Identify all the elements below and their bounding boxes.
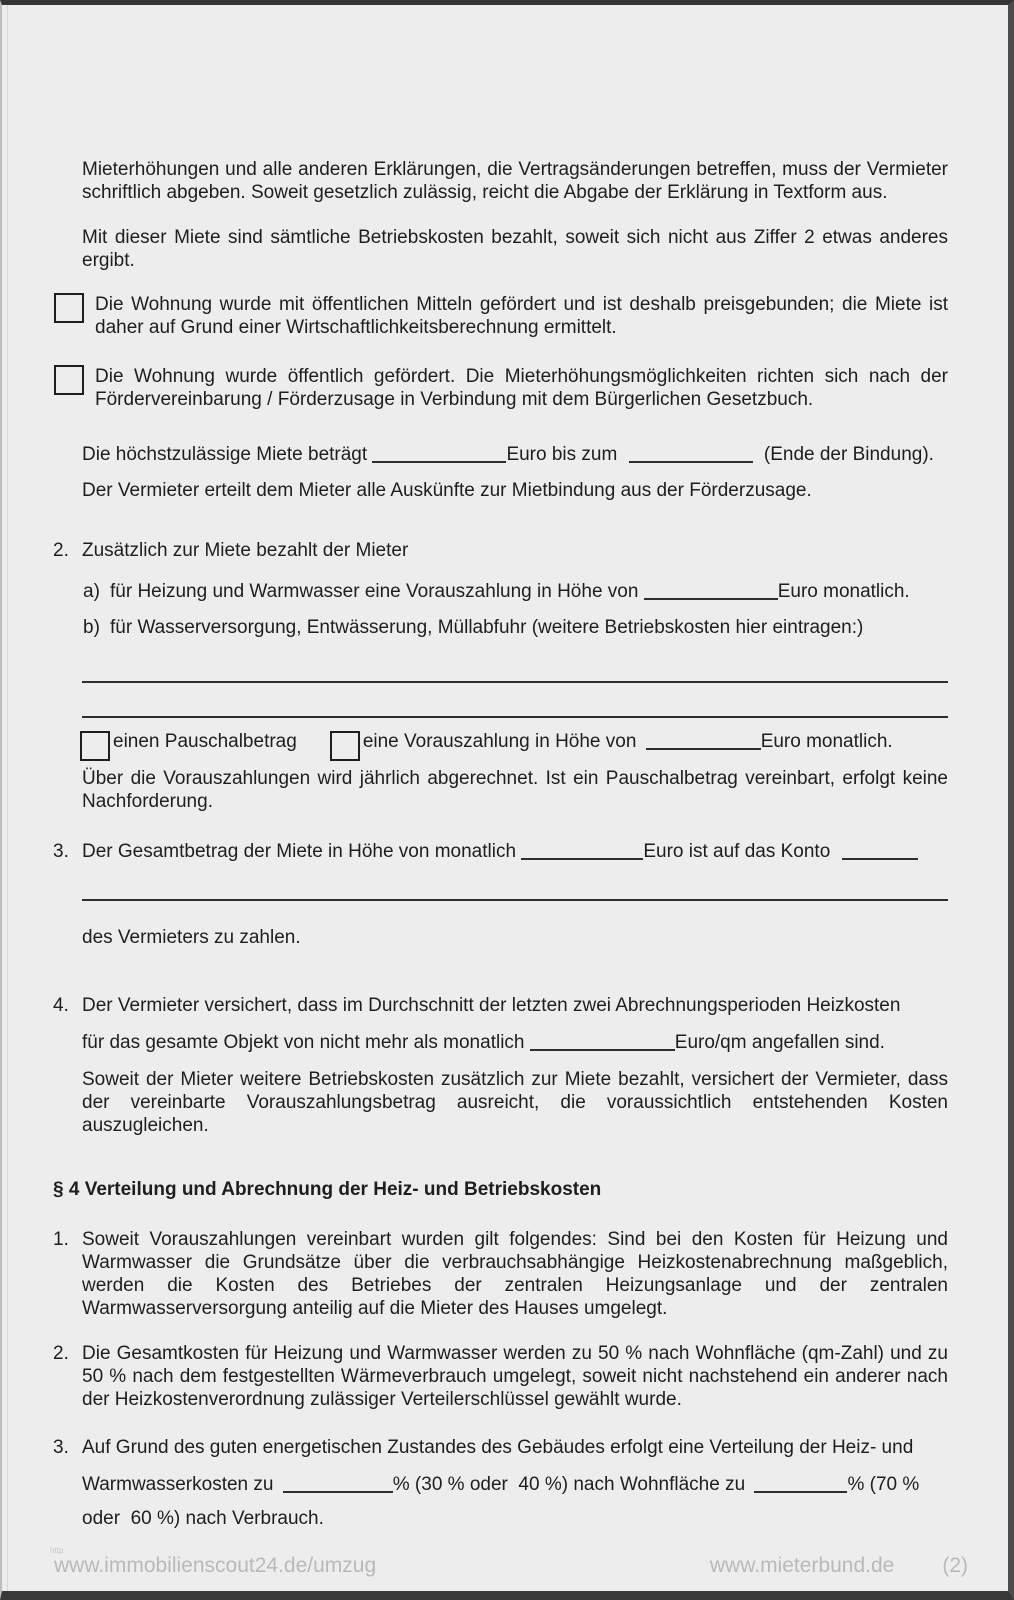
funding-option-1 [54,293,948,339]
section-4-item-1 [53,1228,948,1320]
vorauszahlung-text-before: eine Vorauszahlung in Höhe von [362,731,637,752]
vorauszahlung-checkbox[interactable] [330,731,360,761]
section-4-heading: § 4 Verteilung und Abrechnung der Heiz- und Betriebskosten [53,1179,602,1200]
item-2b-label: b) [83,617,100,638]
item-4-note: Soweit der Mieter weitere Betriebskosten zusätzlich zur Miete bezahlt, versichert der Vermieter, dass der vereinbarte Vorauszahlungsbetrag ausreicht, die voraussichtlich entstehenden Kosten auszugleichen. [82,1069,948,1136]
max-rent-text-after: (Ende der Bindung). [763,444,934,465]
item-4-text-before: für das gesamte Objekt von nicht mehr als monatlich [82,1032,525,1053]
heating-prepayment-amount-field[interactable] [644,580,778,600]
item-4-line1: Der Vermieter versichert, dass im Durchschnitt der letzten zwei Abrechnungsperioden Heizkosten [82,995,901,1016]
max-rent-line [82,443,948,466]
item-2a [82,580,948,603]
total-rent-amount-field[interactable] [521,840,643,860]
item-2b [82,616,948,639]
other-costs-write-in-line-1[interactable] [82,681,948,683]
pauschalbetrag-label: einen Pauschalbetrag [113,731,297,752]
item-2 [53,539,948,562]
footer-right-url: www.mieterbund.de [709,1554,895,1577]
tiny-corner-mark: http [50,1546,64,1555]
item-3-closing: des Vermieters zu zahlen. [82,927,301,948]
other-costs-write-in-line-2[interactable] [82,716,948,718]
section-4-item-2-number: 2. [53,1343,69,1364]
item-2b-text: für Wasserversorgung, Entwässerung, Müllabfuhr (weitere Betriebskosten hier eintragen:) [110,617,864,638]
max-rent-text-mid: Euro bis zum [506,444,618,465]
item-2a-text-before: für Heizung und Warmwasser eine Vorauszahlung in Höhe von [110,581,639,602]
funding-option-1-label: Die Wohnung wurde mit öffentlichen Mitteln gefördert und ist deshalb preisgebunden; die Miete ist daher auf Grund einer Wirtschaftlichkeitsberechnung ermittelt. [95,294,948,338]
section-4-item-3-line1: Auf Grund des guten energetischen Zustandes des Gebäudes erfolgt eine Verteilung der Heiz- und [82,1437,914,1458]
item-2a-line [110,580,948,603]
footer-right-group [710,1554,968,1577]
pauschalbetrag-checkbox[interactable] [80,731,110,761]
section-4-item-2-text: Die Gesamtkosten für Heizung und Warmwasser werden zu 50 % nach Wohnfläche (qm-Zahl) und zu 50 % nach dem festgestellten Wärmeverbrauch umgelegt, soweit nicht nachstehend ein anderer nach der Heizkostenverordnung zulässiger Verteilerschlüssel gewählt wurde. [82,1343,948,1410]
item-3-text-before: Der Gesamtbetrag der Miete in Höhe von monatlich [82,841,517,862]
section-4-item-2 [53,1342,948,1411]
item-3-line [82,840,948,863]
vorauszahlung-amount-field[interactable] [646,730,761,750]
section-4-item-3-line2 [82,1473,948,1496]
footer-page-number: (2) [942,1554,968,1577]
heat-cost-split-text-mid: % (30 % oder 40 %) nach Wohnfläche zu [392,1474,746,1495]
section-4-item-3 [53,1436,948,1459]
item-2a-label: a) [83,581,100,602]
item-4-number: 4. [53,995,69,1016]
intro-paragraph-1: Mieterhöhungen und alle anderen Erklärungen, die Vertragsänderungen betreffen, muss der Vermieter schriftlich abgeben. Soweit gesetzlich zulässig, reicht die Abgabe der Erklärung in Textform aus. [82,159,948,203]
heat-cost-split-text-after: % (70 % [847,1474,920,1495]
footer-left-url: www.immobilienscout24.de/umzug [54,1554,377,1577]
item-3-number: 3. [53,841,69,862]
section-4-item-3-number: 3. [53,1437,69,1458]
vorauszahlung-text-after: Euro monatlich. [760,731,893,752]
page-footer [54,1554,968,1577]
intro-paragraph-2: Mit dieser Miete sind sämtliche Betriebskosten bezahlt, soweit sich nicht aus Ziffer 2 etwas anderes ergibt. [82,227,948,271]
item-2-number: 2. [53,540,69,561]
section-4-item-3-line3: oder 60 %) nach Verbrauch. [82,1508,324,1529]
max-rent-text-before: Die höchstzulässige Miete beträgt [82,444,368,465]
heat-cost-percent-field-2[interactable] [754,1473,847,1493]
item-3 [53,840,948,863]
item-2a-text-after: Euro monatlich. [777,581,910,602]
settlement-note: Über die Vorauszahlungen wird jährlich abgerechnet. Ist ein Pauschalbetrag vereinbart, erfolgt keine Nachforderung. [82,768,948,812]
item-4-line2 [82,1031,948,1054]
payment-type-row [80,730,948,761]
page-content [53,158,948,1530]
item-3-text-mid: Euro ist auf das Konto [643,841,831,862]
item-4-text-after: Euro/qm angefallen sind. [674,1032,885,1053]
binding-end-date-field[interactable] [629,443,753,463]
section-4-item-1-number: 1. [53,1229,69,1250]
page-left-edge-line [7,5,8,1591]
max-rent-amount-field[interactable] [372,443,506,463]
heat-cost-split-text-before: Warmwasserkosten zu [82,1474,274,1495]
funding-option-2-label: Die Wohnung wurde öffentlich gefördert. Die Mieterhöhungsmöglichkeiten richten sich nach der Fördervereinbarung / Förderzusage in Verbindung mit dem Bürgerlichen Gesetzbuch. [95,366,948,410]
heat-cost-percent-field-1[interactable] [283,1473,393,1493]
account-number-field-start[interactable] [842,840,918,860]
vorauszahlung-line [360,730,893,753]
item-4 [53,994,948,1017]
funding-option-2 [54,365,948,411]
funding-checkbox-1[interactable] [54,293,84,323]
heating-cost-per-qm-field[interactable] [530,1031,675,1051]
binding-info-line: Der Vermieter erteilt dem Mieter alle Auskünfte zur Mietbindung aus der Förderzusage. [82,480,812,501]
section-4-item-1-text: Soweit Vorauszahlungen vereinbart wurden gilt folgendes: Sind bei den Kosten für Heizung und Warmwasser die Grundsätze über die verbrauchsabhängige Heizkostenabrechnung maßgeblich, werden die Kosten des Betriebes der zentralen Heizungsanlage und der zentralen Warmwasserversorgung anteilig auf die Mieter des Hauses umgelegt. [82,1229,948,1319]
item-2-title: Zusätzlich zur Miete bezahlt der Mieter [82,540,409,561]
funding-checkbox-2[interactable] [54,365,84,395]
account-number-field-continued[interactable] [82,899,948,901]
